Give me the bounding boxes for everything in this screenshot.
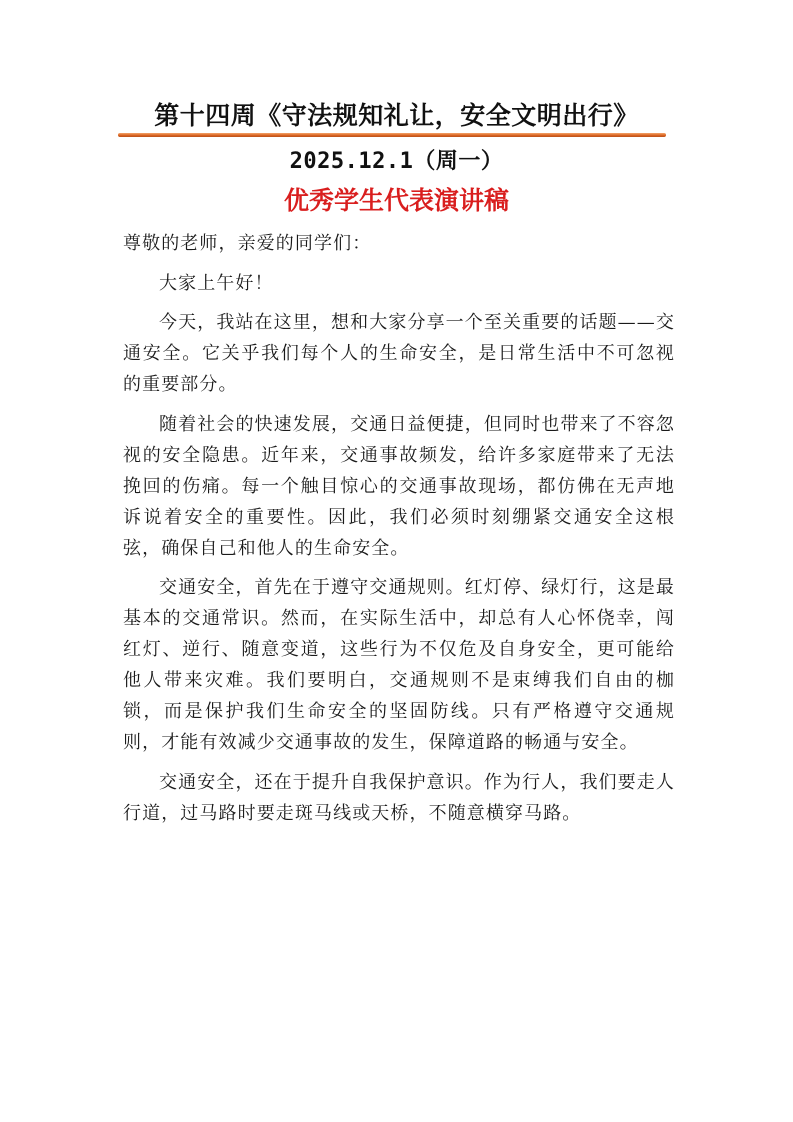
paragraph-greeting: 大家上午好！ xyxy=(159,272,274,294)
paragraph-background: 随着社会的快速发展，交通日益便捷，但同时也带来了不容忽视的安全隐患。近年来，交通事故频发，给许多家庭带来了无法挽回的伤痛。每一个触目惊心的交通事故现场，都仿佛在无声地诉说着安全的重要性。因此，我们必须时刻绷紧交通安全这根弦，确保自己和他人的生命安全。 xyxy=(123,413,675,559)
page-title: 第十四周《守法规知礼让，安全文明出行》 xyxy=(154,101,639,130)
salutation: 尊敬的老师，亲爱的同学们： xyxy=(123,233,372,254)
speech-body xyxy=(123,228,675,837)
paragraph-traffic-rules: 交通安全，首先在于遵守交通规则。红灯停、绿灯行，这是最基本的交通常识。然而，在实际生活中，却总有人心怀侥幸，闯红灯、逆行、随意变道，这些行为不仅危及自身安全，更可能给他人带来灾难。我们要明白，交通规则不是束缚我们自由的枷锁，而是保护我们生命安全的坚固防线。只有严格遵守交通规则，才能有效减少交通事故的发生，保障道路的畅通与安全。 xyxy=(123,577,675,753)
date-line: 2025.12.1（周一） xyxy=(289,149,504,174)
speech-subtitle: 优秀学生代表演讲稿 xyxy=(283,186,509,215)
paragraph-intro: 今天，我站在这里，想和大家分享一个至关重要的话题——交通安全。它关乎我们每个人的生命安全，是日常生活中不可忽视的重要部分。 xyxy=(123,312,675,395)
paragraph-self-protection: 交通安全，还在于提升自我保护意识。作为行人，我们要走人行道，过马路时要走斑马线或天桥，不随意横穿马路。 xyxy=(123,771,675,824)
title-underline-rule xyxy=(118,133,666,137)
